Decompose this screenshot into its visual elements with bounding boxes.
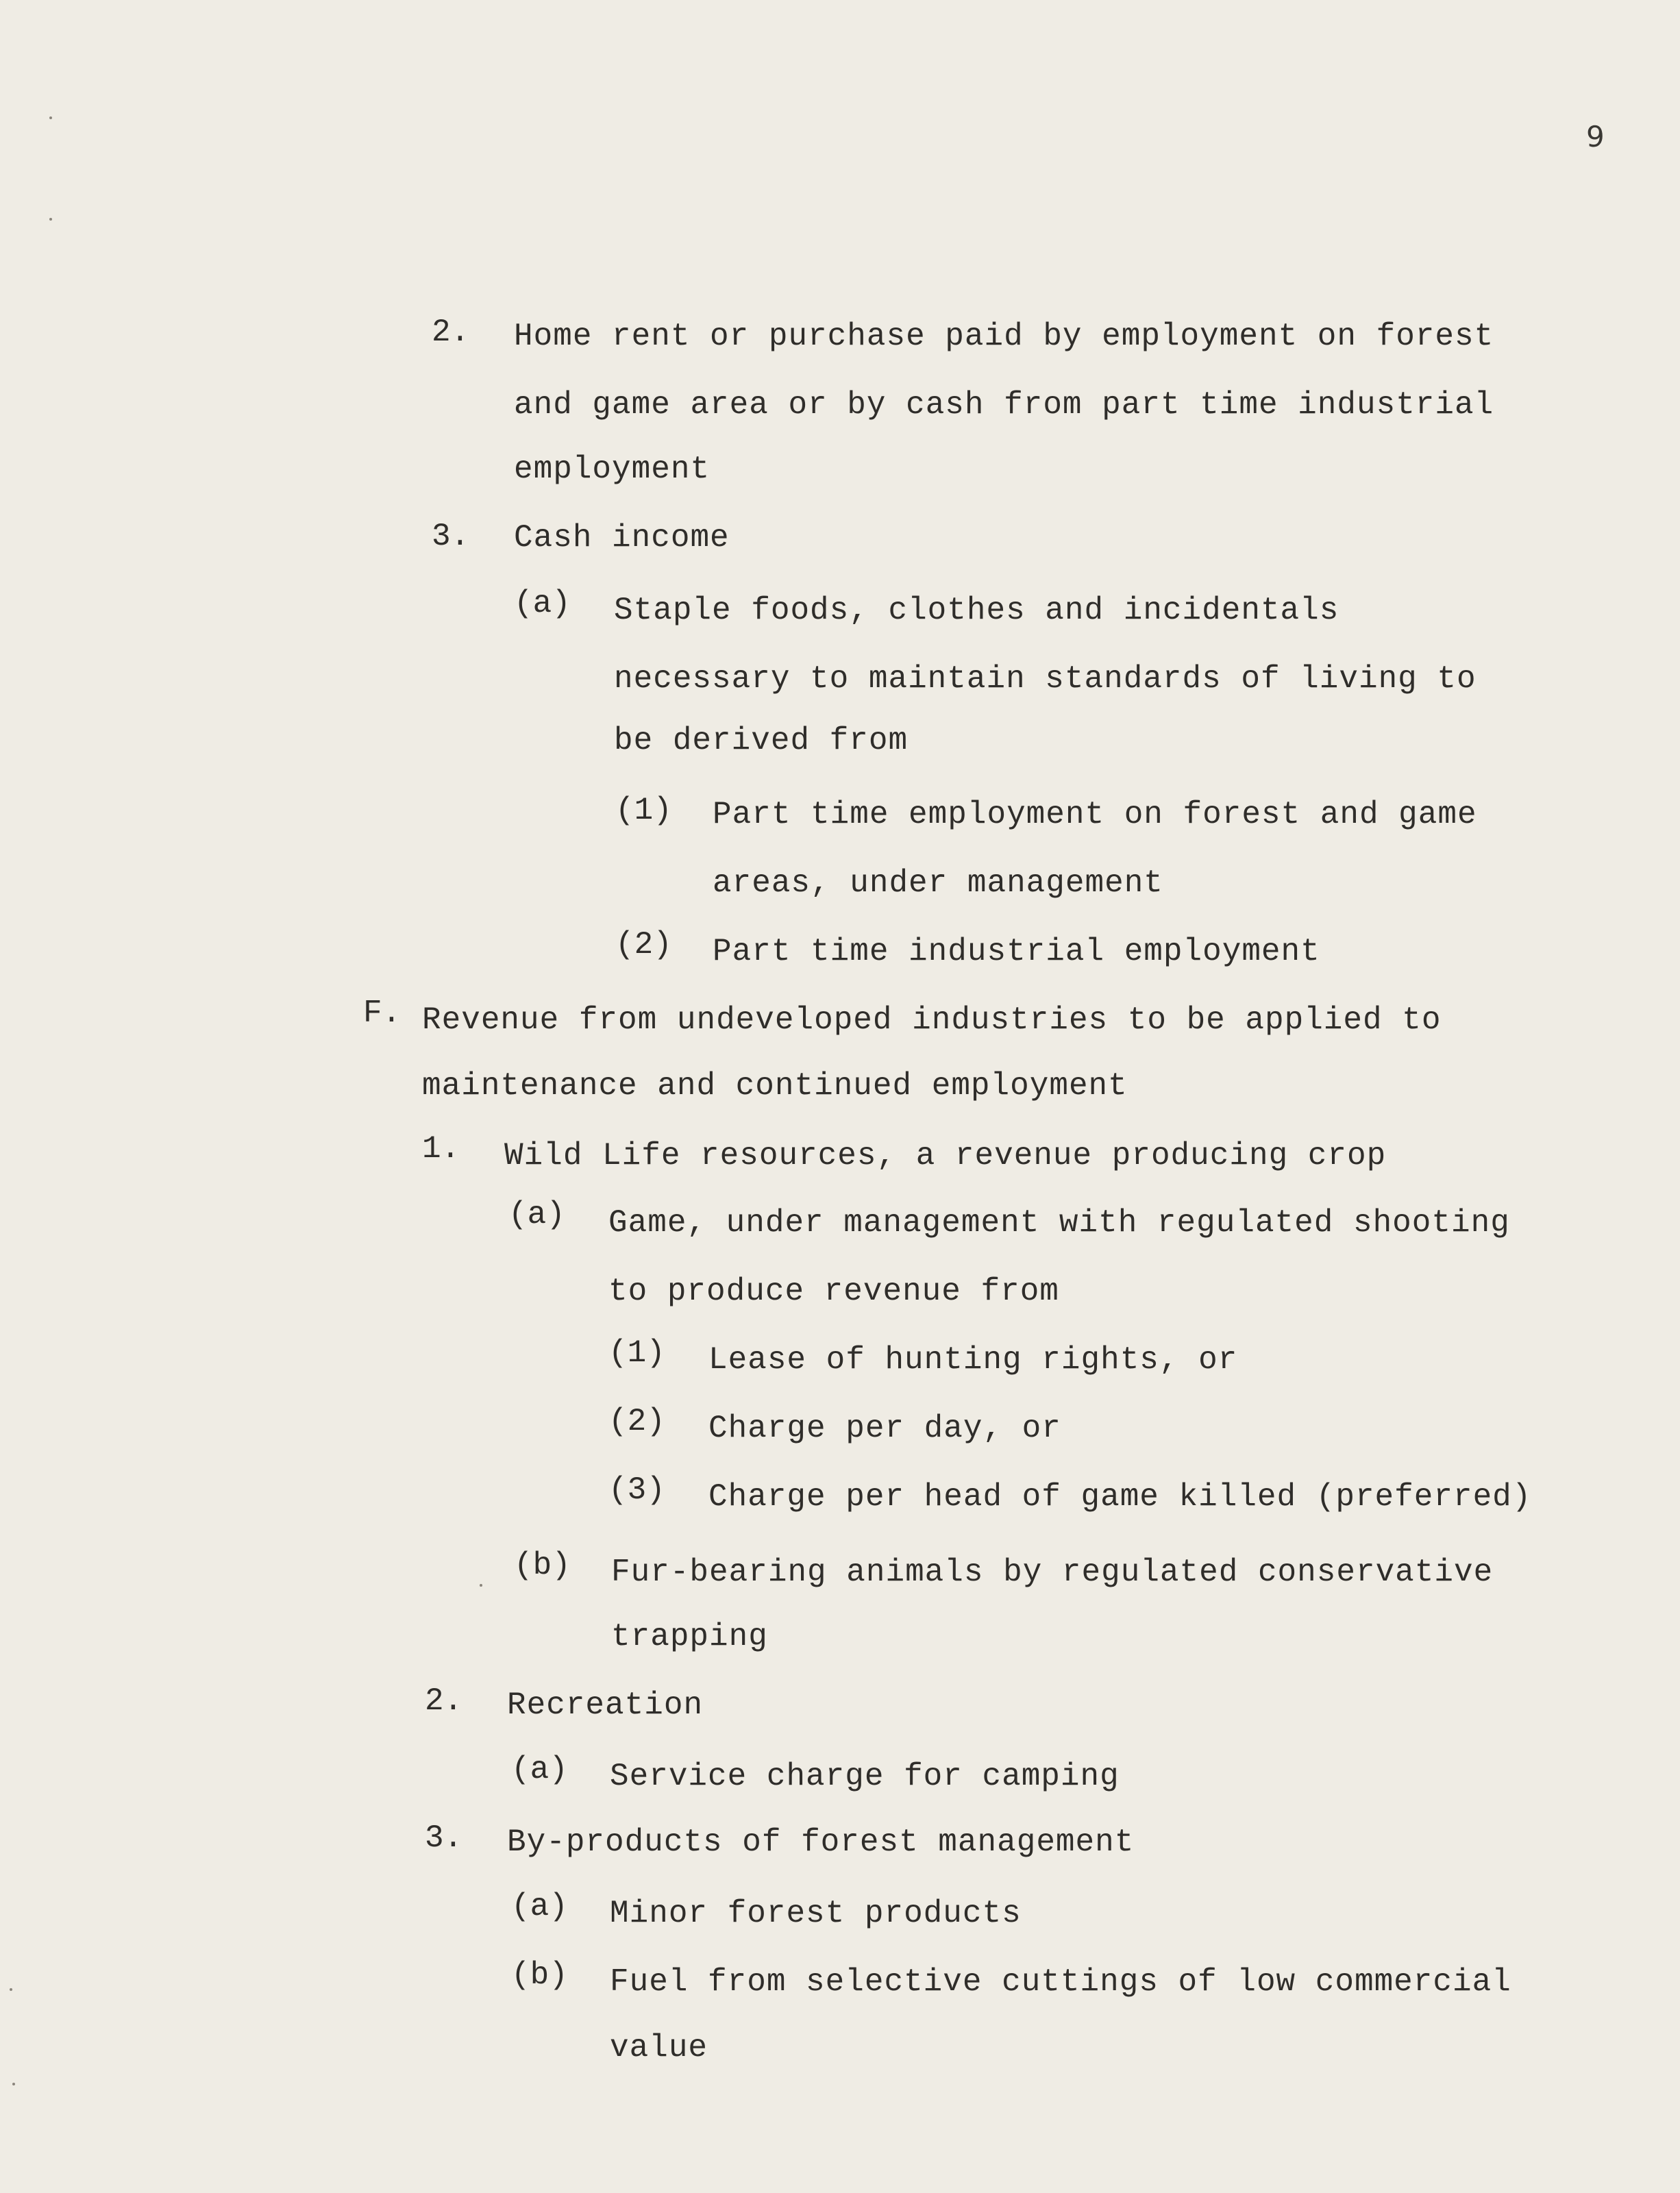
item-text-line: Part time industrial employment	[713, 934, 1320, 969]
item-marker: (1)	[608, 1335, 665, 1371]
item-text-line: Fur-bearing animals by regulated conservative	[611, 1554, 1494, 1590]
item-marker: (2)	[608, 1404, 665, 1439]
item-marker: (a)	[511, 1889, 568, 1924]
item-text-line: Service charge for camping	[610, 1759, 1120, 1794]
item-text-line: Wild Life resources, a revenue producing crop	[504, 1138, 1387, 1174]
item-text-line: value	[610, 2030, 708, 2066]
item-marker: (a)	[508, 1197, 565, 1232]
item-text-line: to produce revenue from	[608, 1274, 1059, 1309]
item-text-line: Charge per head of game killed (preferred)	[708, 1479, 1532, 1515]
item-text-line: Home rent or purchase paid by employment on forest	[514, 319, 1494, 354]
item-text-line: maintenance and continued employment	[422, 1068, 1128, 1104]
item-text-line: Game, under management with regulated shooting	[608, 1205, 1510, 1241]
item-marker: (1)	[615, 793, 672, 828]
item-text-line: necessary to maintain standards of living to	[614, 661, 1477, 697]
item-text-line: Charge per day, or	[708, 1411, 1061, 1446]
item-marker: 1.	[422, 1131, 460, 1167]
item-text-line: Part time employment on forest and game	[713, 797, 1477, 832]
item-marker: 2.	[432, 314, 470, 350]
item-marker: 2.	[425, 1683, 463, 1719]
item-text-line: and game area or by cash from part time industrial	[514, 387, 1494, 423]
item-marker: (2)	[615, 927, 672, 963]
item-text-line: Recreation	[507, 1687, 704, 1723]
scan-speck	[12, 2083, 15, 2085]
scan-speck	[10, 1988, 12, 1991]
item-marker: 3.	[432, 519, 470, 554]
item-text-line: trapping	[611, 1619, 768, 1655]
scan-speck	[49, 116, 52, 119]
item-text-line: Staple foods, clothes and incidentals	[614, 593, 1339, 628]
item-text-line: Cash income	[514, 520, 730, 556]
item-marker: F.	[363, 995, 402, 1031]
item-text-line: By-products of forest management	[507, 1824, 1135, 1860]
scan-speck	[49, 218, 52, 221]
item-marker: (3)	[608, 1472, 665, 1508]
item-text-line: areas, under management	[713, 865, 1163, 901]
item-marker: (a)	[511, 1752, 568, 1787]
item-text-line: Lease of hunting rights, or	[708, 1342, 1238, 1378]
item-text-line: Minor forest products	[610, 1896, 1022, 1931]
stray-mark	[480, 1584, 482, 1587]
item-text-line: Revenue from undeveloped industries to be applied to	[422, 1002, 1442, 1038]
page-number: 9	[1586, 120, 1605, 153]
item-marker: (b)	[511, 1957, 568, 1993]
item-text-line: Fuel from selective cuttings of low commercial	[610, 1964, 1511, 2000]
item-marker: (b)	[514, 1548, 571, 1583]
item-text-line: employment	[514, 451, 711, 487]
item-marker: 3.	[425, 1820, 463, 1856]
item-text-line: be derived from	[614, 723, 909, 758]
item-marker: (a)	[514, 586, 571, 621]
